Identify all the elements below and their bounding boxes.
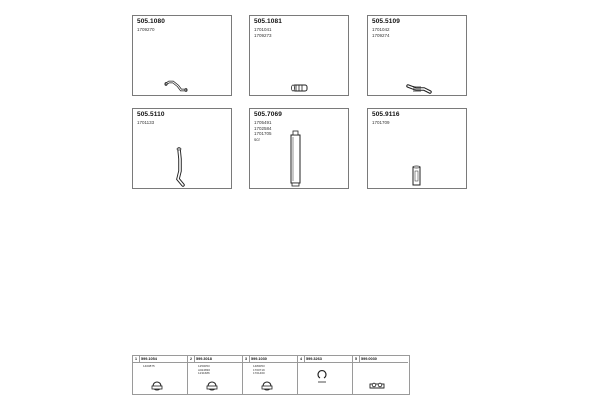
part-card[interactable] <box>367 108 467 189</box>
clamp-icon <box>243 356 298 394</box>
item-number: 2 <box>188 356 195 362</box>
reference-number: A024830 <box>198 367 211 372</box>
accessory-cell[interactable] <box>353 356 408 394</box>
reference-number: 1709273 <box>254 32 272 38</box>
part-card[interactable] <box>132 108 232 189</box>
reference-number: 1250053 <box>198 364 210 368</box>
item-number: 1 <box>133 356 140 362</box>
reference-number: 1709274 <box>372 32 390 38</box>
part-card[interactable] <box>249 108 349 189</box>
reference-number: 1701133 <box>137 120 155 125</box>
accessory-cell[interactable] <box>133 356 188 394</box>
pipe-clamp-icon <box>250 16 350 97</box>
part-number: 599.3018 <box>196 357 212 361</box>
reference-number: 1480053 <box>253 364 265 368</box>
accessories-strip <box>132 355 410 395</box>
pipe-flex-icon <box>368 16 468 97</box>
pipe-vertical-icon <box>133 109 233 190</box>
reference-number: 1231686 <box>198 371 210 376</box>
item-number: 5 <box>353 356 360 362</box>
part-card[interactable] <box>132 15 232 96</box>
part-number: 505.9116 <box>372 111 400 118</box>
part-number: 505.1081 <box>254 18 282 25</box>
reference-number: 1709270 <box>137 27 155 32</box>
reference-number: 1702584 <box>254 125 272 131</box>
accessory-cell[interactable] <box>298 356 353 394</box>
clamp-icon <box>188 356 243 394</box>
item-number: 4 <box>298 356 305 362</box>
part-number: 505.1080 <box>137 18 165 25</box>
reference-number: 1700719 <box>253 367 265 372</box>
part-number: 505.5109 <box>372 18 400 25</box>
reference-number: scr <box>254 136 260 142</box>
reference-number: 1701042 <box>372 27 390 32</box>
item-number: 3 <box>243 356 250 362</box>
reference-number: 1705491 <box>254 120 272 125</box>
reference-number: 1400875 <box>143 364 155 368</box>
pipe-bend-icon <box>133 16 233 97</box>
reference-number: 1701460 <box>253 371 265 376</box>
reference-number: 1701709 <box>372 120 390 125</box>
part-card[interactable] <box>367 15 467 96</box>
part-number: 505.5110 <box>137 111 165 118</box>
pipe-stub-icon <box>368 109 468 190</box>
part-number: 599.3263 <box>306 357 322 361</box>
accessory-cell[interactable] <box>243 356 298 394</box>
part-number: 599.1054 <box>141 357 157 361</box>
bracket-icon <box>353 356 408 394</box>
silencer-icon <box>250 109 350 190</box>
part-card[interactable] <box>249 15 349 96</box>
part-number: 599.0030 <box>361 357 377 361</box>
part-number: 505.7069 <box>254 111 282 118</box>
accessory-cell[interactable] <box>188 356 243 394</box>
reference-number: 1701041 <box>254 27 272 32</box>
clamp-icon <box>298 356 353 394</box>
clamp-icon <box>133 356 188 394</box>
part-number: 599.1030 <box>251 357 267 361</box>
reference-number: 1701705 <box>254 131 272 137</box>
